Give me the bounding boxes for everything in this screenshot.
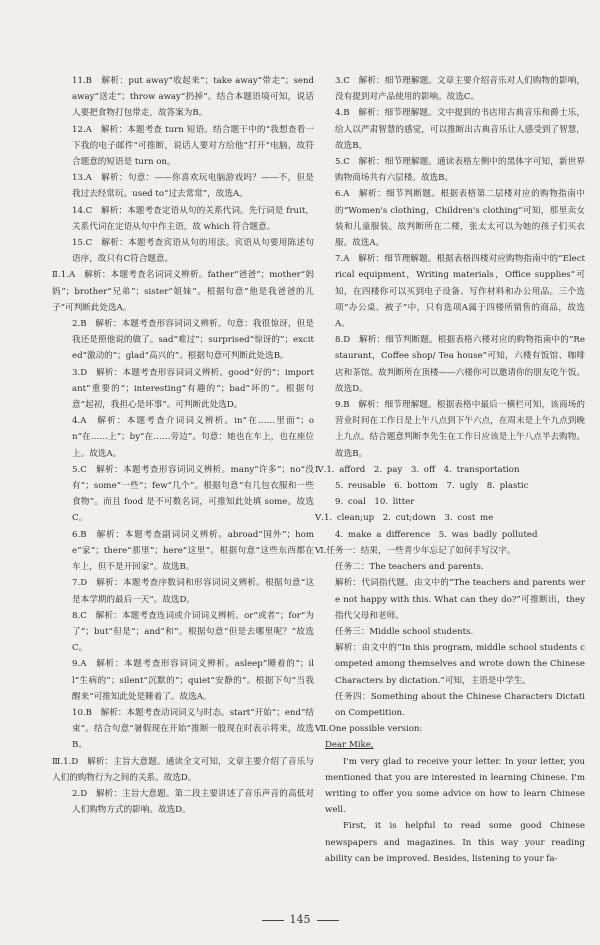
answer-item: 5. reusable 6. bottom 7. ugly 8. plastic [335, 481, 529, 492]
answer-item: 3.C 解析：细节理解题。文章主要介绍音乐对人们购物的影响，没有提到对产品使用的影响。故选C。 [335, 76, 585, 103]
answer-item: 任务四：Something about the Chinese Characters Dictation Competition. [335, 691, 585, 718]
answer-item: 6.A 解析：细节判断题。根据表格第二层楼对应的购物指南中的“Women's clothing，Children's clothing”可知，那里卖女装和儿童服装。故判断所在二楼，张太太可以为她的孩子们买衣服。故选A。 [335, 189, 585, 249]
answer-item: 2.B 解析：本题考查形容词词义辨析。句意：我很惊讶，但是我还是照他说的做了。sad“难过”；surprised“惊讶的”；excited“激动的”；glad“高兴的”。根据句意可判断此处选B。 [72, 319, 314, 362]
letter-paragraph-1: I'm very glad to receive your letter. In your letter, you mentioned that you are interested in learning Chinese. I'm writing to offer you some advice on how to learn Chinese well. [325, 756, 585, 816]
left-column [52, 73, 314, 818]
answer-item: 解析：代词指代题。由文中的“The teachers and parents were not happy with this. What can they do?”可推断出，they 指代父母和老师。 [335, 578, 585, 621]
answer-item: 8.C 解析：本题考查连词或介词词义辨析。or“或者”；for“为了”；but“但是”；and“和”。根据句意“但是去哪里呢？”故选C。 [72, 610, 314, 654]
answer-item: 12.A 解析：本题考查 turn 短语。结合题干中的“我想查看一下我的电子邮件”可推断，说话人要对方给他“打开”电脑，故符合题意的短语是 turn on。 [72, 124, 314, 168]
section-answer-item: Ⅵ.任务一：结果，一些青少年忘记了如何手写汉字。 [315, 545, 516, 556]
answer-item: 4.A 解析：本题考查介词词义辨析。in“在……里面”；on“在……上”；by“在……旁边”。句意：她也在车上，也在座位上。故选A。 [72, 416, 314, 459]
answer-item: 7.A 解析：细节理解题。根据表格四楼对应购物指南中的“Electrical equipment，Writing materials，Office supplies”可知，在四楼你可以买到电子设备、写作材料和办公用品。三个选项“办公桌、被子”中，只有选项A属于四楼所销售的商品，故选A。 [335, 254, 585, 330]
answer-item: 任务二：The teachers and parents. [335, 562, 484, 573]
answer-item: 15.C 解析：本题考查宾语从句的用法。宾语从句要用陈述句语序，故只有C符合题意。 [72, 238, 314, 265]
section-answer-item: Ⅶ.One possible version: [315, 724, 423, 735]
answer-item: 14.C 解析：本题考查定语从句的关系代词。先行词是 fruit，关系代词在定语从句中作主语，故 which 符合题意。 [72, 205, 314, 232]
answer-item: 8.D 解析：细节判断题。根据表格六楼对应的购物指南中的“Restaurant，Coffee shop/ Tea house”可知，六楼有饭馆、咖啡店和茶馆。故判断所在顶楼——六楼你可以邀请你的朋友吃午饭。故选D。 [335, 335, 585, 394]
answer-item: 3.D 解析：本题考查形容词词义辨析。good“好的”；important“重要的”；interesting“有趣的”；bad“坏的”。根据句意“起初，我担心是坏事”。可判断此处选D。 [72, 367, 314, 411]
answer-item: 13.A 解析：句意：——你喜欢玩电脑游戏吗？——不，但是我过去经常玩。used to“过去常常”，故选A。 [72, 173, 314, 200]
answer-item: 9.B 解析：细节理解题。根据表格中最后一横栏可知，该商场的营业时间在工作日是上午八点到下午六点，在周末是上午九点到晚上九点。结合题意判断李先生在工作日应该是上午八点半去购物。故选B。 [335, 400, 585, 459]
answer-item: 任务三：Middle school students. [335, 626, 474, 637]
answer-item: 5.C 解析：细节理解题。通读表格左侧中的黑体字可知，新世界购物商场共有六层楼。故选B。 [335, 157, 585, 184]
answer-item: 2.D 解析：主旨大意题。第二段主要讲述了音乐声音的高低对人们购物方式的影响。故选D。 [72, 788, 314, 816]
page-number [0, 912, 600, 928]
section-answer-item: Ⅴ.1. clean;up 2. cut;down 3. cost me [315, 513, 494, 524]
answer-item: 10.B 解析：本题考查动词词义与时态。start“开始”；end“结束”。结合句意“暑假现在开始”推断一般现在时表示将来，故选B。 [72, 707, 314, 751]
page-number-dash-left [262, 920, 284, 921]
answer-item: 11.B 解析：put away“收起来”；take away“带走”；send away“送走”；throw away“扔掉”。结合本题语境可知，说话人要把食物打包带走，故答案为B。 [72, 76, 314, 119]
letter-greeting: Dear Mike, [325, 740, 374, 751]
answer-item: 9. coal 10. litter [335, 497, 415, 508]
section-answer-item: Ⅱ.1.A 解析：本题考查名词词义辨析。father“爸爸”；mother“妈妈”；brother“兄弟”；sister“姐妹”。根据句意“他是我爸爸的儿子”可判断此处选A。 [52, 270, 314, 313]
page-number-dash-right [317, 920, 339, 921]
section-answer-item: Ⅲ.1.D 解析：主旨大意题。通读全文可知，文章主要介绍了音乐与人们的购物行为之间的关系。故选D。 [52, 756, 314, 783]
answer-item: 6.B 解析：本题考查副词词义辨析。abroad“国外”；home“家”；there“那里”；here“这里”。根据句意“这些东西都在车上，但不是开回家”。故选B。 [72, 529, 314, 573]
answer-item: 9.A 解析：本题考查形容词词义辨析。asleep“睡着的”；ill“生病的”；silent“沉默的”；quiet“安静的”。根据下句“当我醒来”可推知此处是睡着了。故选A。 [72, 659, 314, 702]
model-letter [325, 737, 585, 867]
section-answer-item: Ⅳ.1. afford 2. pay 3. off 4. transportation [315, 464, 520, 475]
answer-item: 4.B 解析：细节理解题。文中提到的书店用古典音乐和爵士乐，给人以严肃智慧的感觉，可以推断出古典音乐让人感受到了智慧，故选B。 [335, 108, 585, 151]
answer-item: 4. make a difference 5. was badly polluted [335, 529, 538, 540]
answer-item: 5.C 解析：本题考查形容词词义辨析。many“许多”；no“没有”；some“一些”；few“几个”。根据句意“有几包衣服和一些食物”。而且 food 是不可数名词，可推知此处填 some。故选C。 [72, 464, 314, 524]
answer-item: 7.D 解析：本题考查序数词和形容词词义辨析。根据句意“这是本学期的最后一天”。故选D。 [72, 578, 314, 605]
letter-paragraph-2: First, it is helpful to read some good Chinese newspapers and magazines. In this way your reading ability can be improved. Besides, listening to your fa- [325, 821, 585, 864]
right-column [315, 73, 585, 867]
page-number-text: 145 [289, 913, 311, 926]
answer-item: 解析：由文中的“In this program, middle school students competed among themselves and wrote down the Chinese Characters by dictation.”可知，主语是中学生。 [335, 643, 585, 686]
